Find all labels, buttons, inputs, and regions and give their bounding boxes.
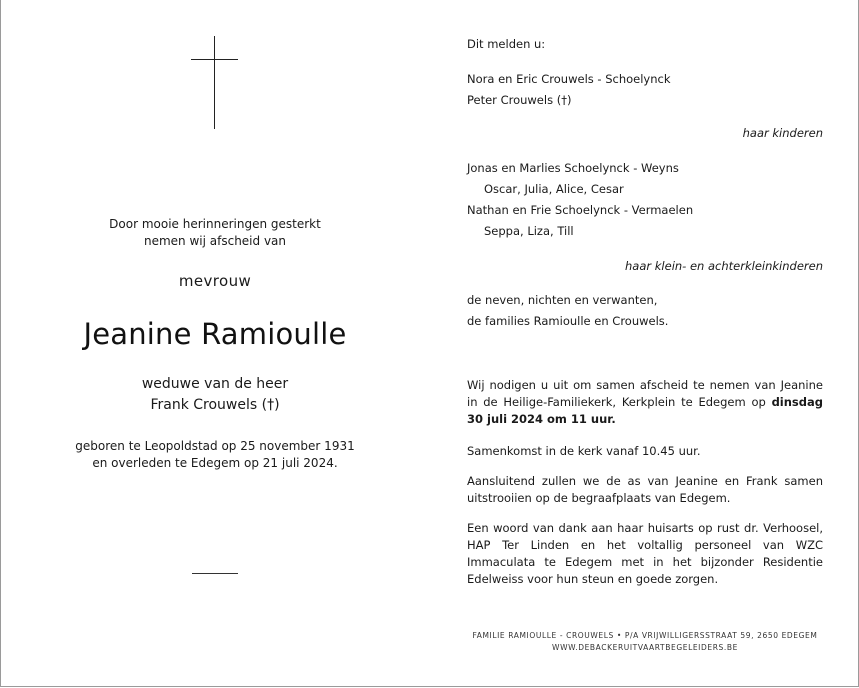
grandchildren-label: haar klein- en achterkleinkinderen — [625, 259, 823, 273]
birth-line: geboren te Leopoldstad op 25 november 1931 — [75, 439, 355, 453]
widow-text — [50, 374, 380, 416]
great-grandchildren: Seppa, Liza, Till — [484, 224, 574, 238]
divider — [192, 573, 238, 574]
right-panel — [467, 0, 823, 688]
widow-line: weduwe van de heer — [141, 376, 289, 392]
service-datetime: dinsdag 30 juli 2024 om 11 uur. — [467, 395, 823, 426]
relatives-line: de neven, nichten en verwanten, — [467, 293, 658, 307]
grandchild-entry: Nathan en Frie Schoelynck - Vermaelen — [467, 203, 694, 217]
deceased-name: Jeanine Ramioulle — [83, 317, 347, 351]
invitation-text: Wij nodigen u uit om samen afscheid te nemen van Jeanine in de Heilige-Familiekerk, Kerkplein te Edegem op — [467, 378, 823, 409]
widow-line: Frank Crouwels (†) — [150, 397, 280, 413]
cross-icon-bar — [191, 59, 238, 60]
family-address: FAMILIE RAMIOULLE - CROUWELS • P/A VRIJWILLIGERSSTRAAT 59, 2650 EDEGEM — [472, 631, 818, 640]
invitation-paragraph — [467, 377, 823, 428]
cross-icon — [214, 36, 215, 129]
thanks-paragraph: Een woord van dank aan haar huisarts op rust dr. Verhoosel, HAP Ter Linden en het voltallig personeel van WZC Immaculata te Edegem met in het bijzonder Residentie Edelweiss voor hun steun en goede zorgen. — [467, 521, 823, 586]
children-label: haar kinderen — [742, 126, 823, 140]
intro-text — [50, 216, 380, 250]
life-dates — [50, 438, 380, 472]
left-panel — [50, 0, 380, 688]
intro-line: Door mooie herinneringen gesterkt — [109, 217, 321, 231]
grandchild-entry: Jonas en Marlies Schoelynck - Weyns — [467, 161, 679, 175]
footer — [467, 630, 823, 654]
death-line: en overleden te Edegem op 21 juli 2024. — [92, 456, 338, 470]
honorific: mevrouw — [178, 272, 252, 290]
child-entry: Nora en Eric Crouwels - Schoelynck — [467, 72, 671, 86]
great-grandchildren: Oscar, Julia, Alice, Cesar — [484, 182, 624, 196]
intro-line: nemen wij afscheid van — [143, 234, 287, 248]
website-link: WWW.DEBACKERUITVAARTBEGELEIDERS.BE — [552, 643, 738, 652]
announcement-heading: Dit melden u: — [467, 37, 546, 51]
child-entry: Peter Crouwels (†) — [467, 93, 572, 107]
relatives-line: de families Ramioulle en Crouwels. — [467, 314, 669, 328]
gathering-paragraph: Samenkomst in de kerk vanaf 10.45 uur. — [467, 444, 701, 458]
ashes-paragraph: Aansluitend zullen we de as van Jeanine en Frank samen uitstrooiien op de begraafplaats van Edegem. — [467, 474, 823, 505]
